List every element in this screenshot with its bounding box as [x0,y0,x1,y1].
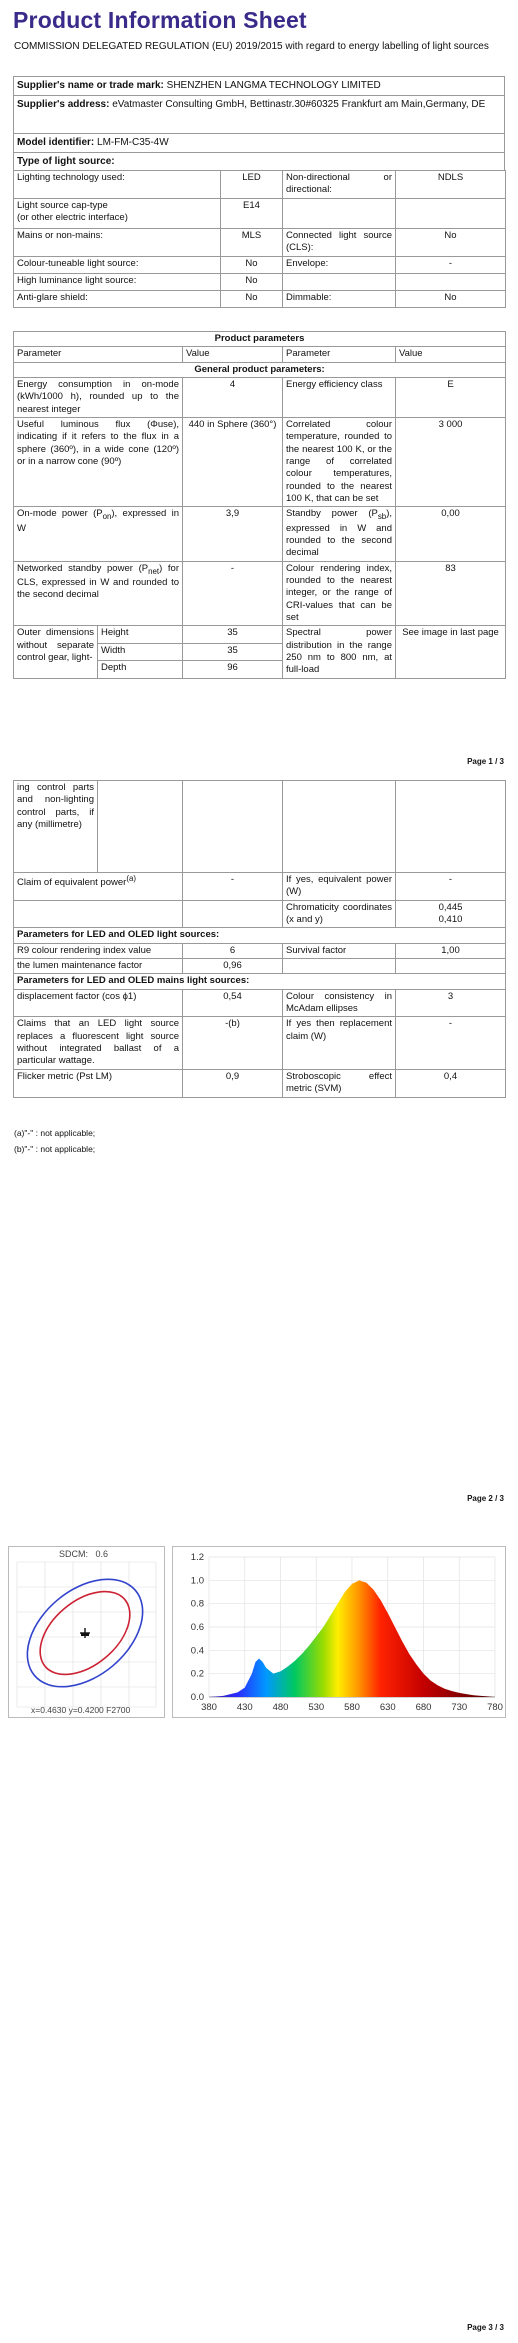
height-value: 35 [183,626,283,643]
colour-consistency-label: Colour consistency in McAdam ellipses [283,989,396,1017]
displacement-label: displacement factor (cos ϕ1) [14,989,183,1017]
lighting-tech-label: Lighting technology used: [14,171,221,199]
light-source-type-table [13,170,506,308]
width-label: Width [98,643,183,660]
energy-class-value: E [396,378,506,418]
standby-power-text: Standby power (P [286,508,378,520]
standby-power-sub: sb [377,512,387,522]
onmode-power-label [14,507,183,561]
regulation-text: COMMISSION DELEGATED REGULATION (EU) 2019/2015 with regard to energy labelling of light sources [14,41,489,52]
equiv-power-label [14,873,183,901]
spectral-y-tick-label: 1.0 [190,1575,204,1587]
spectral-y-tick-label: 0.0 [190,1692,204,1703]
supplier-address-label: Supplier's address: [17,99,110,110]
footnote-b: (b)"-" : not applicable; [14,1144,96,1154]
strobo-label: Stroboscopic effect metric (SVM) [283,1069,396,1097]
spectral-y-tick-label: 0.2 [190,1668,204,1680]
sdcm-ellipse-chart [8,1546,165,1718]
networked-standby-label [14,561,183,626]
energy-consumption-value: 4 [183,378,283,418]
page-number-3: Page 3 / 3 [467,2323,504,2332]
luminous-flux-value: 440 in Sphere (360°) [183,418,283,507]
onmode-power-value: 3,9 [183,507,283,561]
cri-value: 83 [396,561,506,626]
energy-class-label: Energy efficiency class [283,378,396,418]
page-1 [0,0,518,770]
networked-standby-value: - [183,561,283,626]
mains-value: MLS [221,229,283,257]
lumen-maintenance-value: 0,96 [183,959,283,974]
flicker-value: 0,9 [183,1069,283,1097]
page-number-2: Page 2 / 3 [467,1494,504,1503]
equiv-power-value: - [183,873,283,901]
spectral-x-tick-label: 630 [379,1702,396,1713]
model-value: LM-FM-C35-4W [97,137,169,148]
strobo-value: 0,4 [396,1069,506,1097]
anti-glare-value: No [221,291,283,308]
spectral-x-tick-label: 380 [201,1702,217,1713]
onmode-power-end: ), expressed in W [17,508,179,534]
claims-led-label: Claims that an LED light source replaces a fluorescent light source without integrated ballast of a particular wattage. [14,1017,183,1069]
led-mains-heading: Parameters for LED and OLED mains light sources: [14,974,506,989]
standby-power-label [283,507,396,561]
sdcm-label-wrap [59,1549,108,1561]
supplier-address-row [13,95,505,133]
spectral-chart [172,1546,506,1718]
spectral-x-tick-label: 430 [236,1702,253,1713]
connected-label: Connected light source (CLS): [283,229,396,257]
colour-consistency-value: 3 [396,989,506,1017]
sdcm-value: 0.6 [95,1549,109,1559]
equiv-power-sup: (a) [126,874,136,883]
chromaticity-value [396,900,506,928]
standby-power-end: ), expressed in W and rounded to the second decimal [286,508,392,559]
standby-power-value: 0,00 [396,507,506,561]
chromaticity-y: 0,410 [438,914,463,926]
lumen-maintenance-label: the lumen maintenance factor [14,959,183,974]
spectral-y-ticks [191,1552,204,1703]
spectral-y-tick-label: 0.4 [190,1645,204,1657]
height-label: Height [98,626,183,643]
envelope-label: Envelope: [283,257,396,274]
colour-tune-value: No [221,257,283,274]
cap-type-line2: (or other electric interface) [17,212,128,224]
spectral-label: Spectral power distribution in the range 250 nm to 800 nm, at full-load [283,626,396,678]
cri-label: Colour rendering index, rounded to the nearest integer, or the range of CRI-values that can be set [283,561,396,626]
survival-label: Survival factor [283,943,396,958]
displacement-value: 0,54 [183,989,283,1017]
nondirectional-value: NDLS [396,171,506,199]
general-parameters-heading: General product parameters: [14,362,506,377]
cct-value: 3 000 [396,418,506,507]
if-yes-replace-value: - [396,1017,506,1069]
envelope-value: - [396,257,506,274]
colour-tune-label: Colour-tuneable light source: [14,257,221,274]
spectral-x-tick-label: 730 [451,1702,468,1713]
chromaticity-x: 0,445 [438,901,463,913]
model-row [13,133,505,152]
depth-value: 96 [183,661,283,678]
spectral-area [209,1580,495,1697]
dimmable-label: Dimmable: [283,291,396,308]
spectral-y-tick-label: 1.2 [190,1552,204,1563]
spectral-x-ticks [201,1702,503,1713]
sdcm-coords: x=0.4630 y=0.4200 F2700 [31,1705,131,1715]
luminous-flux-label: Useful luminous flux (Φuse), indicating if it refers to the flux in a sphere (360º), in a wide cone (120º) or in a narrow cone (90º) [14,418,183,507]
supplier-address-value: eVatmaster Consulting GmbH, Bettinastr.30#60325 Frankfurt am Main,Germany, DE [112,99,486,110]
col-value-2: Value [396,347,506,362]
if-yes-equiv-label: If yes, equivalent power (W) [283,873,396,901]
sdcm-label: SDCM: [59,1549,88,1559]
product-parameters-table [13,331,506,679]
mains-label: Mains or non-mains: [14,229,221,257]
cap-type-line1: Light source cap-type [17,200,108,211]
model-label: Model identifier: [17,137,95,148]
if-yes-equiv-value: - [396,873,506,901]
flicker-label: Flicker metric (Pst LM) [14,1069,183,1097]
footnote-a: (a)"-" : not applicable; [14,1128,96,1138]
networked-end: ) for CLS, expressed in W and rounded to the second decimal [17,562,179,601]
supplier-name-label: Supplier's name or trade mark: [17,80,164,91]
equiv-power-text: Claim of equivalent power [17,877,127,889]
cap-type-label [14,199,221,229]
spectral-y-tick-label: 0.6 [190,1622,204,1633]
high-lum-value: No [221,274,283,291]
spectral-value: See image in last page [396,626,506,678]
lighting-tech-value: LED [221,171,283,199]
spectral-x-tick-label: 530 [308,1702,325,1713]
col-parameter: Parameter [14,347,183,362]
sdcm-svg [9,1547,164,1717]
page-2 [0,770,518,1540]
outer-dimensions-label: Outer dimensions without separate control gear, light- [14,626,98,678]
survival-value: 1,00 [396,943,506,958]
supplier-name-row [13,76,505,95]
high-lum-label: High luminance light source: [14,274,221,291]
spectral-x-tick-label: 580 [344,1702,360,1713]
outer-dimensions-continued: ing control parts and non-lighting control parts, if any (millimetre) [14,781,98,873]
page-number-1: Page 1 / 3 [467,757,504,766]
col-parameter-2: Parameter [283,347,396,362]
width-value: 35 [183,643,283,660]
networked-sub: net [148,566,160,576]
type-label: Type of light source: [17,156,115,167]
product-parameters-table-continued [13,780,506,1098]
spectral-x-tick-label: 680 [415,1702,432,1713]
cap-type-value: E14 [221,199,283,229]
onmode-power-text: On-mode power (P [17,508,103,520]
spectral-svg [173,1547,505,1717]
spectral-x-tick-label: 780 [487,1702,503,1713]
depth-label: Depth [98,661,183,678]
r9-value: 6 [183,943,283,958]
r9-label: R9 colour rendering index value [14,943,183,958]
led-oled-heading: Parameters for LED and OLED light sources: [14,928,506,943]
if-yes-replace-label: If yes then replacement claim (W) [283,1017,396,1069]
anti-glare-label: Anti-glare shield: [14,291,221,308]
spectral-x-tick-label: 480 [272,1702,289,1713]
page-3 [0,1540,518,2343]
supplier-name-value: SHENZHEN LANGMA TECHNOLOGY LIMITED [166,80,381,91]
onmode-power-sub: on [102,512,112,522]
networked-text: Networked standby power (P [17,562,149,574]
dimmable-value: No [396,291,506,308]
type-row [13,152,505,170]
page-title: Product Information Sheet [13,7,307,33]
col-value: Value [183,347,283,362]
connected-value: No [396,229,506,257]
product-parameters-heading: Product parameters [14,332,506,347]
chromaticity-label: Chromaticity coordinates (x and y) [283,900,396,928]
cct-label: Correlated colour temperature, rounded to the nearest 100 K, or the range of correlated colour temperatures, rounded to the nearest 100 K, that can be set [283,418,396,507]
nondirectional-label: Non-directional or directional: [283,171,396,199]
energy-consumption-label: Energy consumption in on-mode (kWh/1000 h), rounded up to the nearest integer [14,378,183,418]
claims-led-value: -(b) [183,1017,283,1069]
spectral-y-tick-label: 0.8 [190,1598,204,1610]
